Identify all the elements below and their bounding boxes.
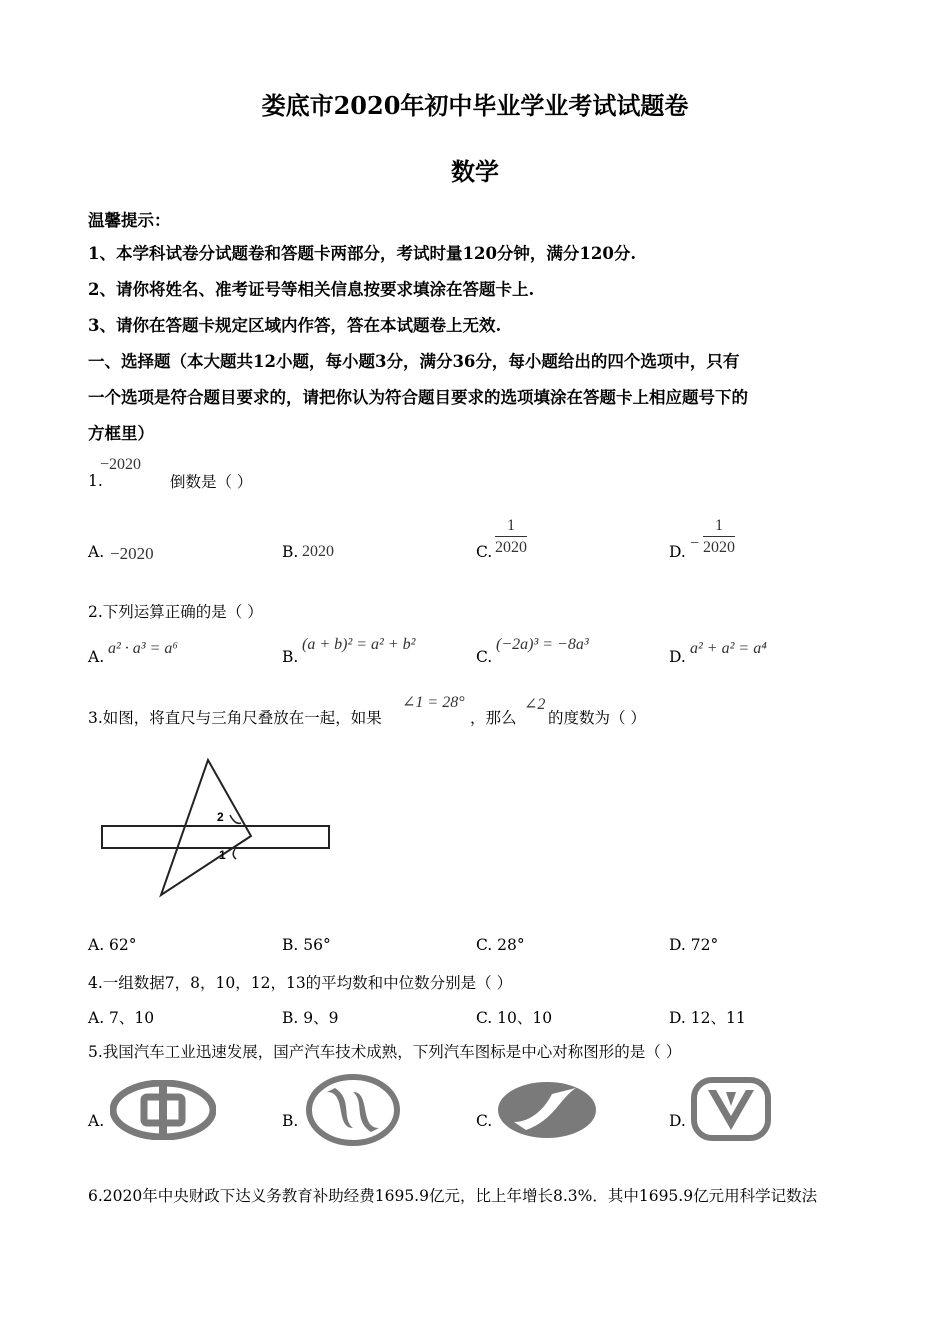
q3-option-a: A. 62° xyxy=(88,936,137,954)
q5-logo-a-icon xyxy=(110,1080,216,1140)
notice-item-2: 2、请你将姓名、准考证号等相关信息按要求填涂在答题卡上. xyxy=(88,280,535,299)
q3-stem-end: 的度数为（ ） xyxy=(548,709,646,727)
q3-option-d: D. 72° xyxy=(669,936,719,954)
notice-heading: 温馨提示： xyxy=(88,211,171,230)
q1-option-b-label: B. xyxy=(282,543,299,561)
q1-option-a-label: A. xyxy=(88,543,105,561)
q4-option-c: C. 10、10 xyxy=(476,1009,553,1027)
q2-option-c-expr: (−2a)³ = −8a³ xyxy=(496,636,589,653)
figure-label-1: 1 xyxy=(219,848,226,862)
q3-angle-1: ∠1 = 28° xyxy=(402,694,465,711)
figure-label-2: 2 xyxy=(217,810,224,824)
q3-option-b: B. 56° xyxy=(282,936,331,954)
q1-option-c-label: C. xyxy=(476,543,493,561)
notice-item-1: 1、本学科试卷分试题卷和答题卡两部分，考试时量120分钟，满分120分. xyxy=(88,244,637,263)
q4-stem: 4.一组数据7，8，10，12，13的平均数和中位数分别是（ ） xyxy=(88,974,513,992)
q5-option-a-label: A. xyxy=(88,1112,105,1130)
q1-number: 1. xyxy=(88,472,103,490)
q2-option-a-expr: a² · a³ = a⁶ xyxy=(108,640,178,657)
q1-option-c-numerator: 1 xyxy=(495,516,527,537)
q4-option-d: D. 12、11 xyxy=(669,1009,746,1027)
q2-option-a-label: A. xyxy=(88,648,105,666)
angle-1-arc xyxy=(233,849,236,859)
ruler xyxy=(102,826,329,848)
q1-stem: 倒数是（ ） xyxy=(170,473,253,491)
q5-logo-d-icon xyxy=(690,1076,772,1142)
q3-option-c: C. 28° xyxy=(476,936,525,954)
subject-title: 数学 xyxy=(451,157,499,186)
notice-item-3: 3、请你在答题卡规定区域内作答，答在本试题卷上无效. xyxy=(88,316,502,335)
q4-option-b: B. 9、9 xyxy=(282,1009,339,1027)
q1-option-d-label: D. xyxy=(669,543,686,561)
q5-logo-c-icon xyxy=(496,1080,598,1140)
q1-option-a-value: −2020 xyxy=(110,544,154,563)
q2-option-d-expr: a² + a² = a⁴ xyxy=(690,640,767,657)
q5-option-d-label: D. xyxy=(669,1112,686,1130)
q5-stem: 5.我国汽车工业迅速发展，国产汽车技术成熟，下列汽车图标是中心对称图形的是（ ） xyxy=(88,1043,682,1061)
q1-option-b-value: 2020 xyxy=(302,543,334,560)
q2-option-b-expr: (a + b)² = a² + b² xyxy=(302,636,416,653)
q2-option-c-label: C. xyxy=(476,648,493,666)
q5-option-b-label: B. xyxy=(282,1112,299,1130)
q5-option-c-label: C. xyxy=(476,1112,493,1130)
q3-stem-start: 3.如图，将直尺与三角尺叠放在一起，如果 xyxy=(88,709,382,727)
q3-angle-2: ∠2 xyxy=(524,696,546,713)
q4-option-a: A. 7、10 xyxy=(88,1009,155,1027)
q1-option-d-sign: − xyxy=(690,535,700,552)
page-title: 娄底市2020年初中毕业学业考试试题卷 xyxy=(261,91,689,120)
section-heading-line-2: 一个选项是符合题目要求的，请把你认为符合题目要求的选项填涂在答题卡上相应题号下的 xyxy=(88,388,748,407)
q1-option-c-fraction xyxy=(495,516,527,559)
q5-logo-b-icon xyxy=(305,1074,401,1146)
triangle-ruler xyxy=(161,760,251,895)
section-heading-line-3: 方框里） xyxy=(88,424,154,443)
q2-stem: 2.下列运算正确的是（ ） xyxy=(88,603,263,621)
q3-stem-mid: ，那么 xyxy=(470,709,517,727)
q2-option-b-label: B. xyxy=(282,648,299,666)
q1-expression: −2020 xyxy=(100,456,142,473)
q1-option-d-numerator: 1 xyxy=(703,516,735,537)
q3-figure xyxy=(95,755,340,905)
q2-option-d-label: D. xyxy=(669,648,686,666)
section-heading-line-1: 一、选择题（本大题共12小题，每小题3分，满分36分，每小题给出的四个选项中，只有 xyxy=(88,352,740,371)
q1-option-d-denominator: 2020 xyxy=(703,539,735,556)
q1-option-c-denominator: 2020 xyxy=(495,539,527,556)
q1-option-d-fraction xyxy=(703,516,735,559)
q6-stem: 6.2020年中央财政下达义务教育补助经费1695.9亿元，比上年增长8.3%．其中1695.9亿元用科学记数法 xyxy=(88,1187,818,1205)
